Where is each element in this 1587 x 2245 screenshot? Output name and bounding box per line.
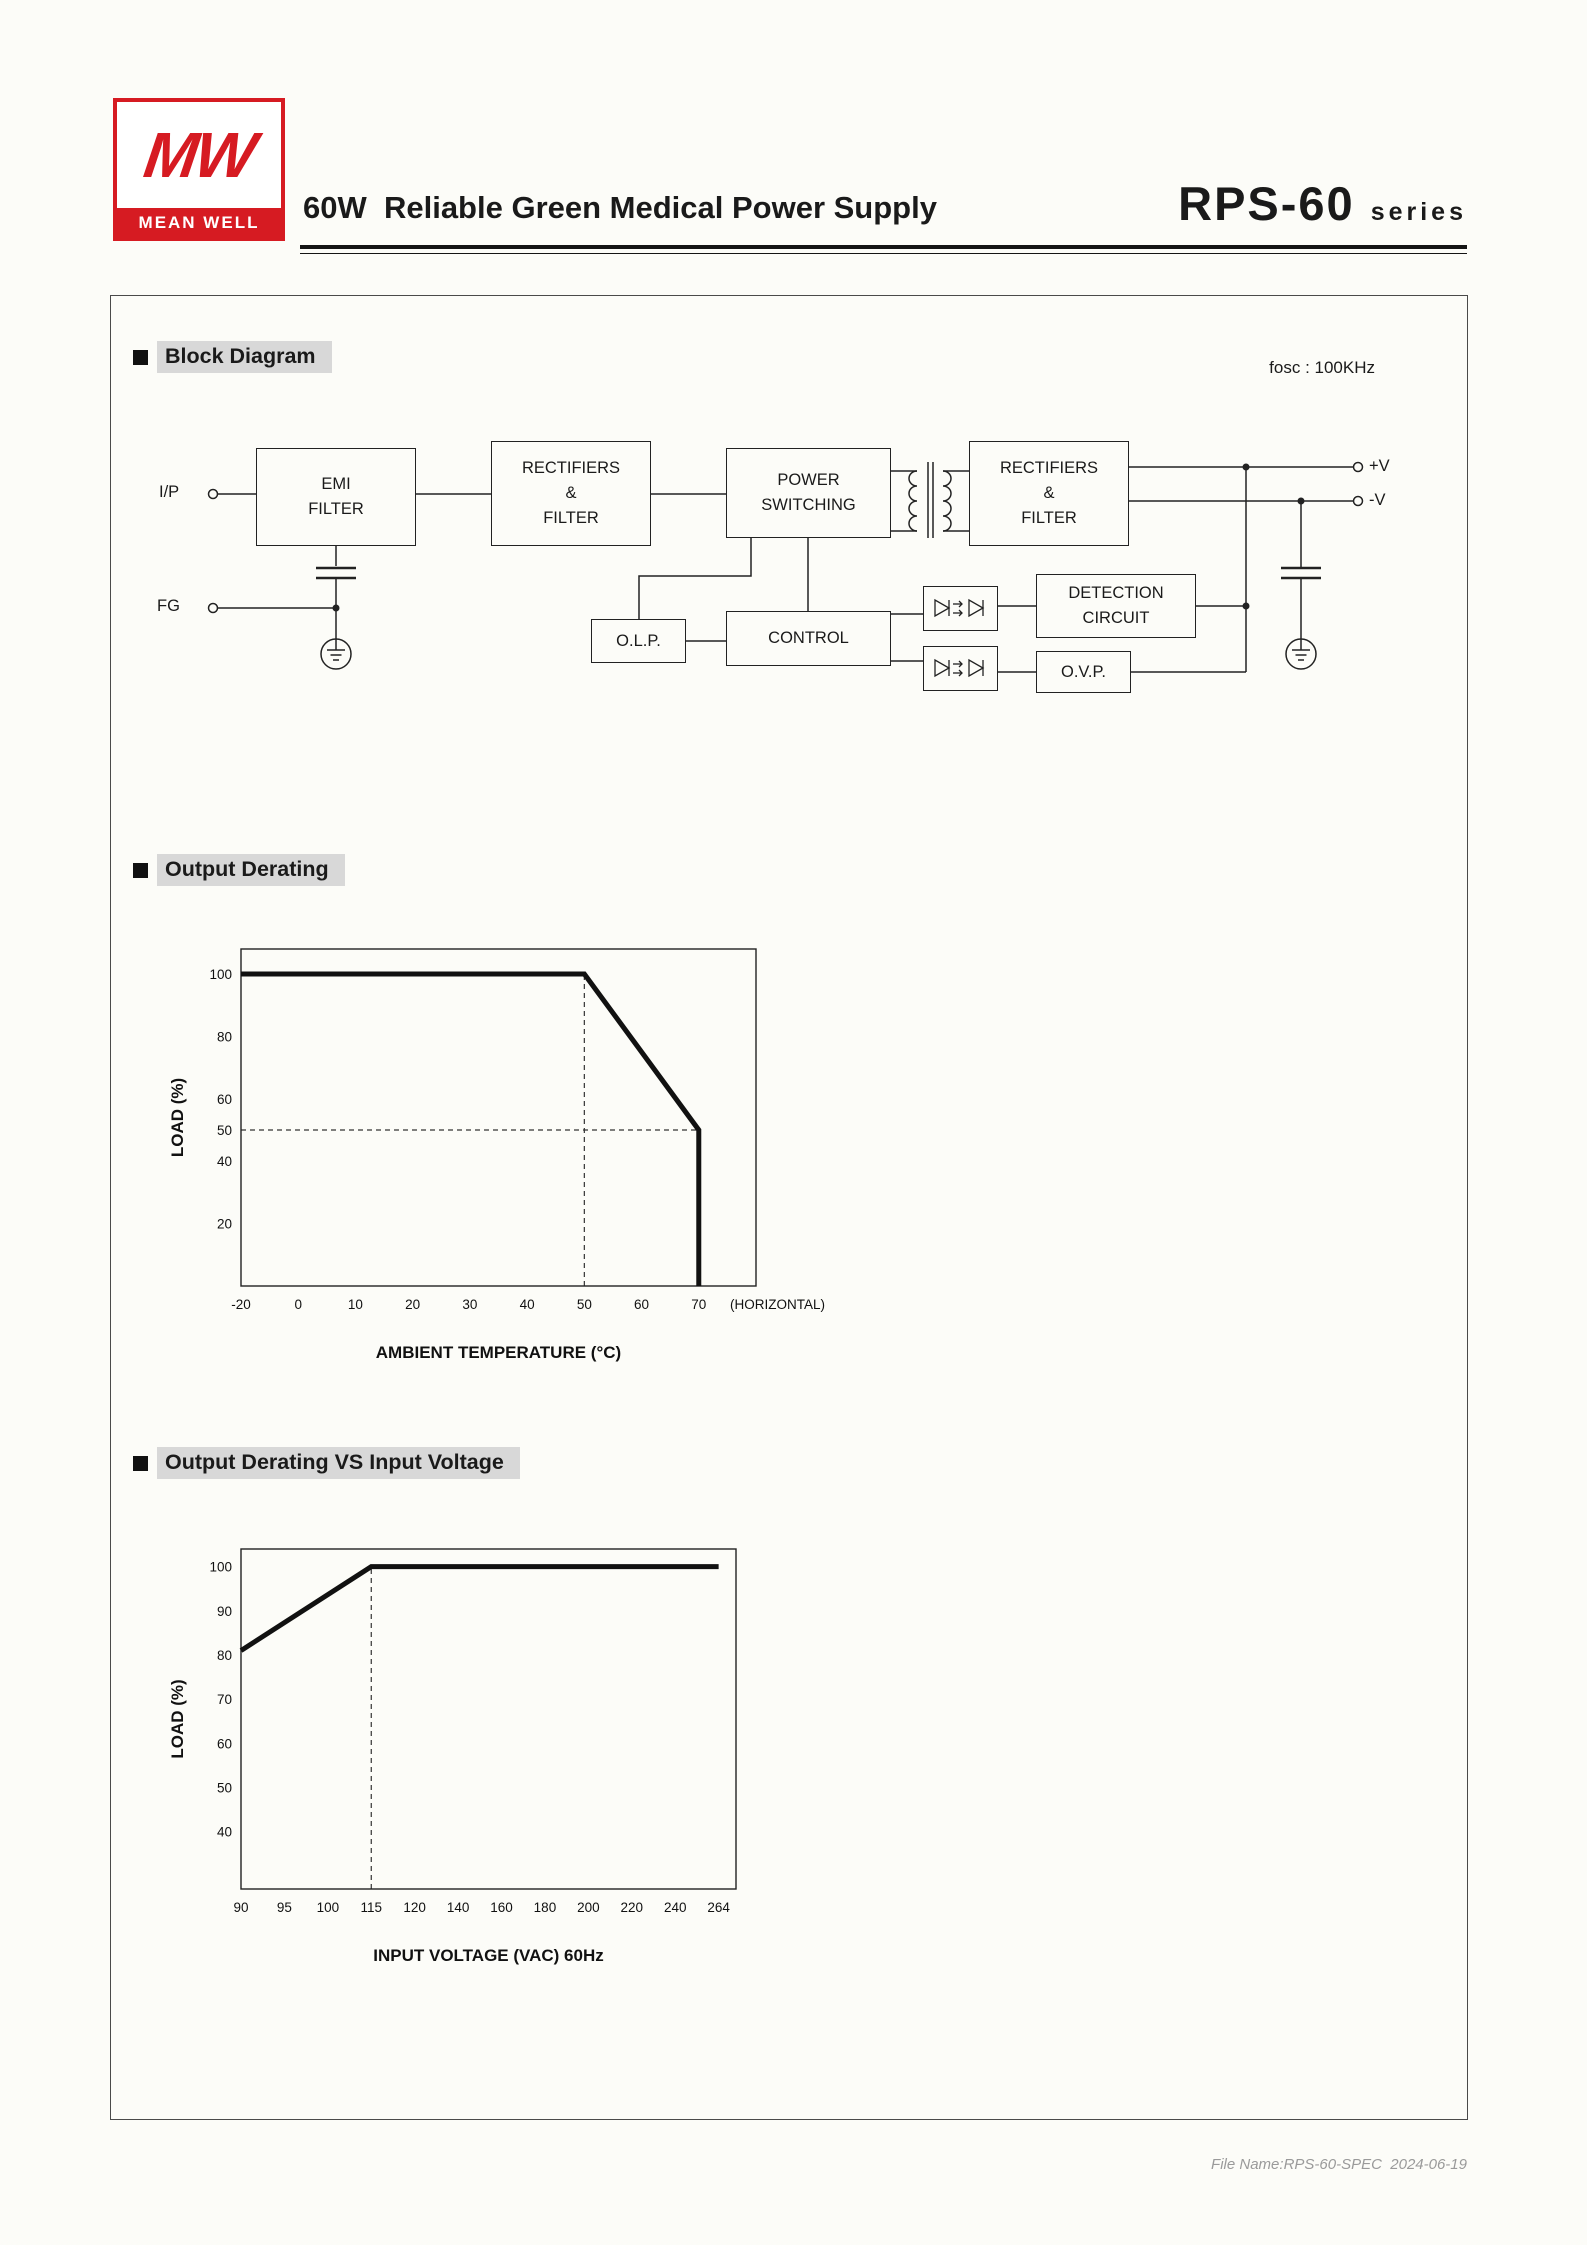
derating-vs-input-voltage-chart — [163, 1537, 863, 1977]
fg-terminal-icon — [209, 604, 218, 613]
file-info: File Name:RPS-60-SPEC 2024-06-19 — [1211, 2156, 1467, 2173]
section-heading-label: Output Derating — [157, 854, 345, 886]
svg-text:80: 80 — [216, 1647, 232, 1663]
section-heading-label: Block Diagram — [157, 341, 332, 373]
section-heading-derating-vs-input — [133, 1447, 520, 1479]
section-bullet-icon — [133, 863, 148, 878]
svg-text:30: 30 — [462, 1297, 478, 1312]
mw-logo-icon: MW — [140, 119, 258, 191]
section-heading-label: Output Derating VS Input Voltage — [157, 1447, 520, 1479]
svg-text:220: 220 — [620, 1900, 644, 1915]
svg-text:200: 200 — [577, 1900, 600, 1915]
svg-text:140: 140 — [446, 1900, 470, 1915]
svg-text:80: 80 — [216, 1029, 232, 1045]
positive-output-terminal-icon — [1354, 463, 1363, 472]
svg-text:20: 20 — [405, 1297, 421, 1312]
negative-output-label: -V — [1369, 491, 1386, 509]
section-heading-output-derating — [133, 854, 345, 886]
input-terminal-icon — [209, 490, 218, 499]
svg-text:40: 40 — [519, 1297, 535, 1312]
logo-mw-mark — [117, 102, 281, 208]
svg-text:20: 20 — [216, 1216, 232, 1232]
input-rectifiers-filter-box: RECTIFIERS & FILTER — [491, 441, 651, 546]
page-title: 60W Reliable Green Medical Power Supply — [303, 190, 937, 225]
svg-text:INPUT VOLTAGE (VAC) 60Hz: INPUT VOLTAGE (VAC) 60Hz — [373, 1946, 604, 1965]
svg-text:-20: -20 — [231, 1297, 251, 1312]
svg-text:70: 70 — [216, 1692, 232, 1708]
header-rule — [300, 245, 1467, 254]
svg-text:LOAD (%): LOAD (%) — [168, 1077, 187, 1158]
svg-text:60: 60 — [216, 1736, 232, 1752]
series-name: RPS-60 — [1178, 177, 1355, 230]
svg-text:95: 95 — [276, 1900, 292, 1915]
optocoupler-1-box — [923, 586, 998, 631]
svg-text:180: 180 — [533, 1900, 557, 1915]
chart-canvas — [163, 937, 863, 1377]
svg-text:264: 264 — [707, 1900, 730, 1915]
svg-text:40: 40 — [216, 1824, 232, 1840]
svg-text:50: 50 — [576, 1297, 592, 1312]
svg-text:240: 240 — [663, 1900, 687, 1915]
chart-canvas — [163, 1537, 863, 1977]
negative-output-terminal-icon — [1354, 497, 1363, 506]
output-rectifiers-filter-box: RECTIFIERS & FILTER — [969, 441, 1129, 546]
fg-label: FG — [157, 597, 180, 615]
svg-text:90: 90 — [216, 1603, 232, 1619]
svg-text:60: 60 — [216, 1091, 232, 1107]
svg-text:100: 100 — [209, 1559, 232, 1575]
svg-text:0: 0 — [294, 1297, 302, 1312]
positive-output-label: +V — [1369, 457, 1390, 475]
section-bullet-icon — [133, 350, 148, 365]
ovp-box: O.V.P. — [1036, 651, 1131, 693]
content-frame — [110, 295, 1468, 2120]
optocoupler-2-box — [923, 646, 998, 691]
input-capacitor-icon — [316, 546, 356, 650]
svg-text:100: 100 — [316, 1900, 340, 1915]
section-heading-block-diagram — [133, 341, 332, 373]
olp-box: O.L.P. — [591, 619, 686, 663]
control-box: CONTROL — [726, 611, 891, 666]
output-capacitor-icon — [1281, 498, 1321, 651]
svg-text:90: 90 — [233, 1900, 249, 1915]
svg-text:50: 50 — [216, 1780, 232, 1796]
meanwell-logo — [113, 98, 285, 241]
svg-text:10: 10 — [347, 1297, 363, 1312]
transformer-icon — [891, 462, 969, 538]
svg-text:60: 60 — [634, 1297, 650, 1312]
emi-filter-box: EMI FILTER — [256, 448, 416, 546]
svg-text:70: 70 — [691, 1297, 707, 1312]
svg-text:120: 120 — [403, 1900, 426, 1915]
svg-text:115: 115 — [360, 1900, 383, 1915]
series-load_vs_input_voltage — [241, 1567, 719, 1651]
svg-text:AMBIENT TEMPERATURE (°C): AMBIENT TEMPERATURE (°C) — [375, 1343, 622, 1362]
block-diagram — [111, 426, 1467, 746]
svg-text:50: 50 — [216, 1122, 232, 1138]
series-suffix: series — [1370, 198, 1467, 226]
detection-circuit-box: DETECTION CIRCUIT — [1036, 574, 1196, 638]
fosc-frequency-label: fosc : 100KHz — [1269, 358, 1375, 377]
svg-text:(HORIZONTAL): (HORIZONTAL) — [730, 1297, 825, 1312]
input-label: I/P — [159, 483, 180, 501]
power-switching-box: POWER SWITCHING — [726, 448, 891, 538]
series-title — [1178, 176, 1467, 231]
svg-text:160: 160 — [490, 1900, 513, 1915]
svg-text:100: 100 — [209, 966, 232, 982]
section-bullet-icon — [133, 1456, 148, 1471]
svg-text:40: 40 — [216, 1154, 232, 1170]
output-derating-chart — [163, 937, 863, 1377]
logo-brand-band: MEAN WELL — [117, 208, 281, 237]
svg-text:LOAD (%): LOAD (%) — [168, 1679, 187, 1759]
